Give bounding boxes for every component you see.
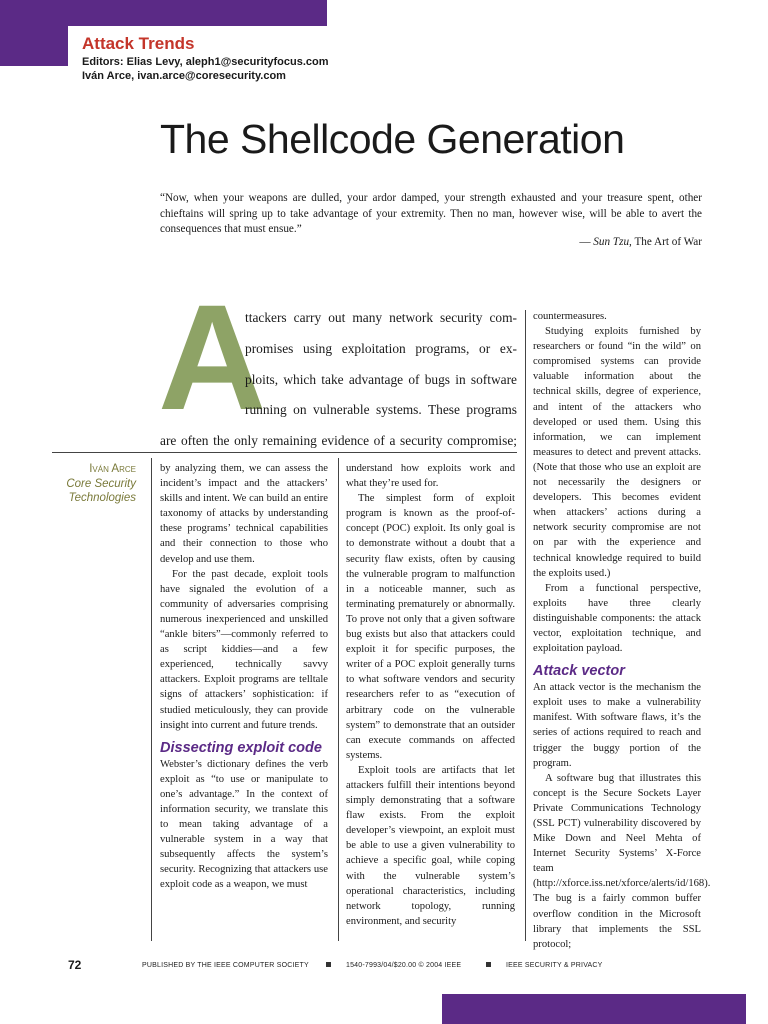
footer-separator-icon: [326, 962, 331, 969]
article-title: The Shellcode Generation: [160, 116, 625, 162]
section-heading: Dissecting exploit code: [160, 739, 322, 756]
drop-cap: A: [158, 273, 267, 441]
editors-line-1: Editors: Elias Levy, aleph1@securityfocus.com: [82, 56, 329, 68]
department-title: Attack Trends: [82, 34, 195, 53]
lead-line: are often the only remaining evidence of a security compromise;: [160, 433, 517, 449]
lead-line: ttackers carry out many network security com-: [245, 310, 517, 325]
paragraph: Exploit tools are artifacts that let attackers fulfill their intentions beyond simply demonstrating that a software flaw exists. From the exploit developer’s viewpoint, an exploit must be able to use a given vulnerability to achieve a specific goal, while coping with the vulnerable system’s operational characteristics, including network topology, running environment, and security: [346, 764, 515, 927]
paragraph: countermeasures.: [533, 311, 607, 322]
lead-line: promises using exploitation programs, or ex-: [245, 340, 517, 356]
footer-magazine: IEEE SECURITY & PRIVACY: [506, 962, 603, 969]
epigraph: [160, 191, 702, 238]
page-number: 72: [68, 958, 82, 972]
paragraph: For the past decade, exploit tools have signaled the evolution of a community of adversaries comprising numerous inexperienced and unskilled “ankle biters”—commonly referred to as script kiddies—and a few experienced, technically savvy attackers. Exploit programs are telltale signs of attackers’ sophistication: if studied meticulously, they can provide insight into current and future trends.: [160, 568, 328, 731]
paragraph: The simplest form of exploit program is known as the proof-of-concept (POC) exploit. Its only goal is to demonstrate without a doubt that a security flaw exists, often by causing the vulnerable program to malfunction in a noticeable manner, such as terminating prematurely or abnormally. To prove not only that a given software bug exists but also that attackers could exploit it for specific purposes, the writer of a POC exploit generally turns to what software vendors and security researchers refer to as “execution of arbitrary code on the vulnerable system” to demonstrate that an outsider can execute commands on affected systems.: [346, 493, 515, 761]
column-2: [346, 461, 515, 943]
paragraph: understand how exploits work and what they’re used for.: [346, 463, 515, 490]
paragraph: Studying exploits furnished by researchers or found “in the wild” on compromised systems can provide valuable information about the technical skills, degree of experience, and intent of the attackers who developed or used them. Using this information, we can implement measures to detect and prevent attacks. (Note that those who use an exploit are not necessarily the designers or developers. This becomes evident when attackers’ actions during a network security compromise are not on par with the experience and technical knowledge required to build the exploits used.): [533, 326, 701, 579]
section-divider: [52, 452, 517, 453]
footer-issn: 1540-7993/04/$20.00 © 2004 IEEE: [346, 962, 462, 969]
column-3: [533, 309, 711, 950]
section-heading: Attack vector: [533, 663, 625, 680]
footer-accent-bar: [442, 994, 746, 1024]
lead-paragraph: [160, 310, 517, 464]
column-1: [160, 461, 328, 943]
paragraph: An attack vector is the mechanism the exploit uses to make a vulnerability manifest. With software flaws, it’s the series of actions required to reach and trigger the buggy portion of the program.: [533, 682, 701, 769]
lead-line: ploits, which take advantage of bugs in software: [245, 371, 517, 387]
epigraph-attribution: [579, 236, 702, 248]
paragraph: Webster’s dictionary defines the verb exploit as “to use or manipulate to one’s advantage.” In the context of information security, we translate this to mean taking advantage of a vulnerable system in a way that subsequently affects the system’s security. Recognizing that attackers use exploit code as a weapon, we must: [160, 758, 328, 891]
column-rule: [151, 458, 152, 941]
author-byline: [52, 462, 136, 506]
editors-line-2: Iván Arce, ivan.arce@coresecurity.com: [82, 70, 286, 82]
attribution-work: The Art of War: [631, 236, 702, 248]
footer-separator-icon: [486, 962, 491, 969]
footer-publisher: PUBLISHED BY THE IEEE COMPUTER SOCIETY: [142, 962, 309, 969]
header-accent-bar: [0, 0, 327, 26]
column-rule: [338, 458, 339, 941]
paragraph: A software bug that illustrates this concept is the Secure Sockets Layer Private Communications Technology (SSL PCT) vulnerability discovered by Mike Down and Neel Mehta of Internet Security Systems’ X-Force team (http://xforce.iss.net/xforce/alerts/id/168). The bug is a fairly common buffer overflow condition in the Microsoft library that implements the SSL protocol;: [533, 772, 711, 950]
epigraph-text: “Now, when your weapons are dulled, your ardor damped, your strength exhausted and your treasure spent, other chieftains will spring up to take advantage of your extremity. Then no man, however wise, will be able to avert the consequences that must ensue.”: [160, 192, 702, 235]
paragraph: by analyzing them, we can assess the incident’s impact and the attackers’ skills and intent. We can build an entire taxonomy of attacks by understanding these programs’ technical capabilities and their connection to those who develop and use them.: [160, 463, 328, 565]
attribution-author: Sun Tzu,: [593, 236, 632, 248]
author-name: Iván Arce: [89, 463, 136, 475]
header-accent-tab: [0, 26, 68, 66]
lead-line: running on vulnerable systems. These programs: [245, 402, 517, 418]
paragraph: From a functional perspective, exploits have three clearly distinguishable components: the attack vector, exploitation technique, and exploitation payload.: [533, 582, 701, 655]
attribution-dash: —: [579, 236, 594, 248]
author-affiliation: Core Security Technologies: [66, 477, 136, 504]
column-rule: [525, 310, 526, 941]
